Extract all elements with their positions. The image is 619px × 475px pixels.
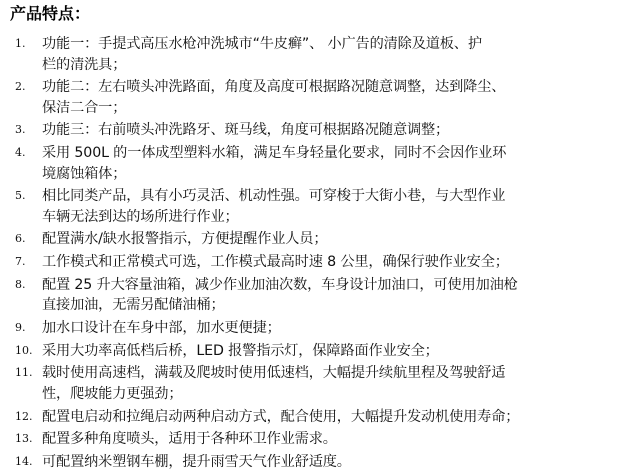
feature-item-line: 功能三：右前喷头冲洗路牙、斑马线，角度可根据路况随意调整； (42, 122, 450, 139)
feature-item-line: 载时使用高速档，满载及爬坡时使用低速档，大幅提升续航里程及驾驶舒适 (42, 365, 506, 382)
feature-item-text (42, 143, 602, 184)
feature-item (0, 34, 619, 75)
feature-item-text (42, 186, 602, 227)
feature-item-line: 采用 500L 的一体成型塑料水箱，满足车身轻量化要求，同时不会因作业环 (42, 145, 507, 162)
feature-item-line: 直接加油，无需另配储油桶； (42, 297, 225, 314)
feature-item-number: 8. (15, 277, 26, 291)
feature-item-number: 14. (15, 454, 33, 468)
feature-item-text (42, 318, 602, 339)
feature-item-line: 相比同类产品，具有小巧灵活、机动性强。可穿梭于大街小巷，与大型作业 (42, 188, 506, 205)
feature-item-number: 9. (15, 321, 26, 334)
feature-item-text (42, 252, 602, 273)
feature-item-number: 5. (15, 189, 26, 203)
feature-item-number: 7. (15, 255, 26, 269)
feature-item (0, 120, 619, 141)
feature-item-number: 11. (15, 366, 33, 380)
feature-item-text (42, 77, 602, 118)
feature-item-line: 可配置纳米塑钢车棚，提升雨雪天气作业舒适度。 (42, 453, 351, 470)
feature-item-text (42, 229, 602, 250)
feature-item-number: 13. (15, 432, 33, 446)
feature-item-line: 加水口设计在车身中部，加水更便捷； (42, 320, 281, 336)
feature-item-line: 境腐蚀箱体； (42, 165, 127, 182)
feature-item-number: 4. (15, 146, 26, 160)
feature-item-line: 工作模式和正常模式可选，工作模式最高时速 8 公里，确保行驶作业安全； (42, 254, 509, 271)
feature-item-number: 1. (15, 37, 26, 50)
feature-item-line: 性，爬坡能力更强劲； (42, 385, 183, 402)
feature-item (0, 363, 619, 404)
feature-item-number: 3. (15, 123, 26, 137)
feature-item (0, 407, 619, 428)
feature-item (0, 229, 619, 250)
feature-item (0, 186, 619, 227)
feature-item-line: 配置满水/缺水报警指示，方便提醒作业人员； (42, 231, 328, 248)
feature-item (0, 143, 619, 184)
feature-item-line: 栏的清洗具； (42, 56, 127, 73)
feature-item-line: 配置 25 升大容量油箱，减少作业加油次数，车身设计加油口，可使用加油枪 (42, 276, 518, 293)
feature-item-text (42, 341, 602, 362)
feature-item-line: 配置电启动和拉绳启动两种启动方式，配合使用，大幅提升发动机使用寿命； (42, 408, 520, 425)
feature-item-number: 12. (15, 409, 33, 423)
feature-item-text (42, 429, 602, 450)
feature-item (0, 275, 619, 316)
feature-list (0, 34, 619, 475)
feature-item-text (42, 120, 602, 141)
feature-item-text (42, 452, 602, 473)
document-heading: 产品特点： (10, 4, 91, 23)
feature-item-line: 功能二：左右喷头冲洗路面，角度及高度可根据路况随意调整，达到降尘、 (42, 79, 506, 96)
feature-item (0, 341, 619, 362)
feature-item-text (42, 363, 602, 404)
feature-item (0, 318, 619, 339)
feature-item-line: 采用大功率高低档后桥，LED 报警指示灯，保障路面作业安全； (42, 342, 439, 359)
feature-item (0, 77, 619, 118)
feature-item-number: 6. (15, 232, 26, 246)
feature-item-number: 10. (15, 343, 33, 357)
feature-item-line: 功能一：手提式高压水枪冲洗城市“牛皮癣”、 小广告的清除及道板、护 (42, 36, 482, 52)
feature-item-line: 车辆无法到达的场所进行作业； (42, 208, 239, 225)
feature-item-number: 2. (15, 80, 26, 94)
feature-item-text (42, 34, 602, 75)
feature-item-text (42, 407, 602, 428)
feature-item (0, 252, 619, 273)
feature-item (0, 452, 619, 473)
feature-item-text (42, 275, 602, 316)
feature-item-line: 配置多种角度喷头，适用于各种环卫作业需求。 (42, 431, 337, 448)
feature-item-line: 保洁二合一； (42, 99, 127, 116)
feature-item (0, 429, 619, 450)
